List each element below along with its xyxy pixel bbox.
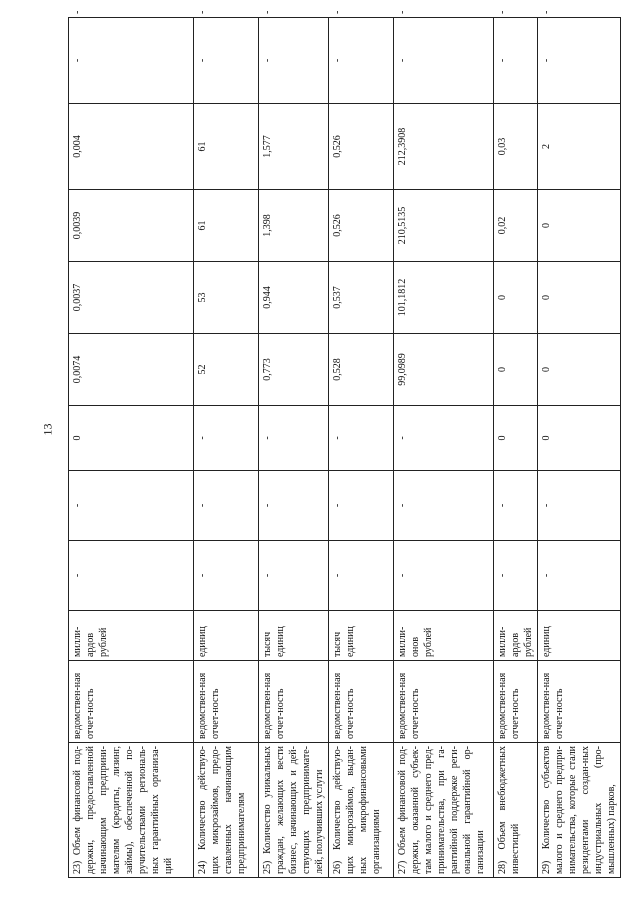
value-cell: 0,537 — [329, 262, 394, 334]
indicator-cell: 23) Объем финансовой под-держки, предоставленной начинающим предприни-мателям (кредиты, лизинг, займы), обеспеченной по-ручительствами региональ-ных гарантийных организа-ций — [69, 743, 194, 878]
indicator-cell: 24) Количество действую-щих микрозаймов, предо-ставленных начинающим предпринимателям — [194, 743, 259, 878]
value-cell: - — [394, 541, 494, 611]
indicator-cell: 26) Количество действую-щих микрозаймов, выдан-ных микрофинансовыми организациями — [329, 743, 394, 878]
source-cell: ведомствен-ная отчет-ность — [194, 661, 259, 743]
value-cell: - — [329, 18, 394, 104]
value-cell: 1,398 — [259, 190, 329, 262]
unit-cell: единиц — [194, 611, 259, 661]
value-cell: 0,004 — [69, 104, 194, 190]
table-row: 27) Объем финансовой под-держки, оказанной субъек-там малого и среднего пред-принимательства, при га-рантийной поддержке реги-ональной гарантийной ор-ганизации ведомствен-ная отчет-ность милли-онов рублей - - - 99,0989 101,1812 210,5135 212,3908 - - — [394, 18, 494, 878]
value-cell: 0,0039 — [69, 190, 194, 262]
value-cell: 0 — [538, 406, 621, 471]
value-cell: 0 — [538, 262, 621, 334]
value-cell: - — [194, 18, 259, 104]
value-cell: 0,526 — [329, 104, 394, 190]
table-row: 23) Объем финансовой под-держки, предоставленной начинающим предприни-мателям (кредиты, лизинг, займы), обеспеченной по-ручительствами региональ-ных гарантийных организа-ций ведомствен-ная отчет-ность милли-ардов рублей - - 0 0,0074 0,0037 0,0039 0,004 - - — [69, 18, 194, 878]
source-cell: ведомствен-ная отчет-ность — [538, 661, 621, 743]
value-cell: 52 — [194, 334, 259, 406]
value-cell: 0,03 — [494, 104, 538, 190]
value-cell: 2 — [538, 104, 621, 190]
value-cell: 0,773 — [259, 334, 329, 406]
indicator-cell: 27) Объем финансовой под-держки, оказанной субъек-там малого и среднего пред-принимательства, при га-рантийной поддержке реги-ональной гарантийной ор-ганизации — [394, 743, 494, 878]
source-cell: ведомствен-ная отчет-ность — [329, 661, 394, 743]
value-cell: 0 — [538, 190, 621, 262]
source-cell: ведомствен-ная отчет-ность — [69, 661, 194, 743]
page-number: 13 — [40, 423, 55, 436]
indicators-table — [68, 10, 621, 878]
value-cell: - — [329, 541, 394, 611]
value-cell: - — [69, 471, 194, 541]
value-cell: - — [538, 541, 621, 611]
value-cell: - — [194, 406, 259, 471]
unit-cell: тысяч единиц — [259, 611, 329, 661]
value-cell: - — [69, 541, 194, 611]
value-cell: - — [329, 471, 394, 541]
value-cell: - — [538, 18, 621, 104]
value-cell: 0,02 — [494, 190, 538, 262]
source-cell: ведомствен-ная отчет-ность — [259, 661, 329, 743]
value-cell: - — [259, 471, 329, 541]
unit-cell: милли-ардов рублей — [494, 611, 538, 661]
value-cell: 0 — [69, 406, 194, 471]
value-cell: 210,5135 — [394, 190, 494, 262]
unit-cell: милли-ардов рублей — [69, 611, 194, 661]
table-row: 24) Количество действую-щих микрозаймов, предо-ставленных начинающим предпринимателям ведомствен-ная отчет-ность единиц - - - 52 53 61 61 - - — [194, 18, 259, 878]
value-cell: - — [259, 406, 329, 471]
value-cell: 0,0074 — [69, 334, 194, 406]
value-cell: - — [259, 18, 329, 104]
table-row: 28) Объем внебюджетных инвестиций ведомствен-ная отчет-ность милли-ардов рублей - - 0 0 0 0,02 0,03 - - — [494, 18, 538, 878]
source-cell: ведомствен-ная отчет-ность — [494, 661, 538, 743]
value-cell: 212,3908 — [394, 104, 494, 190]
value-cell: 1,577 — [259, 104, 329, 190]
indicator-cell: 25) Количество уникальных граждан, желающих вести бизнес, начинающих и дей-ствующих предпринимате-лей, получивших услуги — [259, 743, 329, 878]
source-cell: ведомствен-ная отчет-ность — [394, 661, 494, 743]
value-cell: 61 — [194, 104, 259, 190]
value-cell: 99,0989 — [394, 334, 494, 406]
value-cell: - — [394, 406, 494, 471]
value-cell: - — [494, 541, 538, 611]
value-cell: - — [194, 541, 259, 611]
table-row: 26) Количество действую-щих микрозаймов, выдан-ных микрофинансовыми организациями ведомствен-ная отчет-ность тысяч единиц - - - 0,528 0,537 0,526 0,526 - - — [329, 18, 394, 878]
unit-cell: милли-онов рублей — [394, 611, 494, 661]
indicator-cell: 28) Объем внебюджетных инвестиций — [494, 743, 538, 878]
unit-cell: тысяч единиц — [329, 611, 394, 661]
unit-cell: единиц — [538, 611, 621, 661]
value-cell: 0,528 — [329, 334, 394, 406]
value-cell: - — [329, 406, 394, 471]
value-cell: 0 — [538, 334, 621, 406]
value-cell: 0,526 — [329, 190, 394, 262]
indicator-cell: 29) Количество субъектов малого и среднего предпри-нимательства, которые стали резидентами создан-ных индустриальных (про-мышленных) парков, — [538, 743, 621, 878]
value-cell: - — [69, 18, 194, 104]
value-cell: - — [494, 18, 538, 104]
value-cell: 0,0037 — [69, 262, 194, 334]
value-cell: - — [259, 541, 329, 611]
table-row: 29) Количество субъектов малого и среднего предпри-нимательства, которые стали резидентами создан-ных индустриальных (про-мышленных) парков, ведомствен-ная отчет-ность единиц - - 0 0 0 0 2 - - — [538, 18, 621, 878]
table-row: 25) Количество уникальных граждан, желающих вести бизнес, начинающих и дей-ствующих предпринимате-лей, получивших услуги ведомствен-ная отчет-ность тысяч единиц - - - 0,773 0,944 1,398 1,577 - - — [259, 18, 329, 878]
value-cell: 0,944 — [259, 262, 329, 334]
value-cell: - — [494, 471, 538, 541]
rotated-table-wrapper — [68, 10, 617, 878]
value-cell: - — [394, 471, 494, 541]
value-cell: - — [194, 471, 259, 541]
value-cell: 101,1812 — [394, 262, 494, 334]
value-cell: 61 — [194, 190, 259, 262]
value-cell: 0 — [494, 262, 538, 334]
value-cell: 0 — [494, 334, 538, 406]
value-cell: - — [394, 18, 494, 104]
value-cell: - — [538, 471, 621, 541]
value-cell: 53 — [194, 262, 259, 334]
value-cell: 0 — [494, 406, 538, 471]
